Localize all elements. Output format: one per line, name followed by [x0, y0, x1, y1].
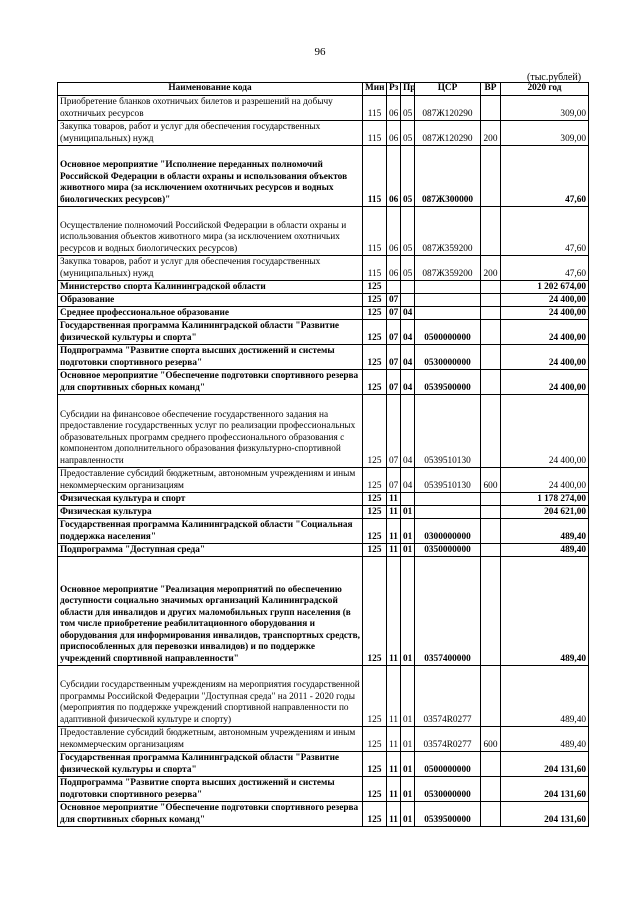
cell-pr: 01	[401, 777, 415, 802]
cell-name: Физическая культура и спорт	[58, 493, 363, 506]
cell-csr: 03574R0277	[415, 666, 481, 727]
cell-rz: 11	[387, 493, 401, 506]
cell-csr: 0530000000	[415, 777, 481, 802]
cell-vr	[481, 281, 501, 294]
table-body	[58, 96, 589, 827]
cell-amount: 24 400,00	[501, 345, 589, 370]
table-row	[58, 281, 589, 294]
cell-name: Государственная программа Калининградской области "Развитие физической культуры и спорта"	[58, 320, 363, 345]
header-min: Мин	[363, 83, 387, 96]
cell-name: Субсидии государственным учреждениям на мероприятия государственной программы Российской Федерации "Доступная среда" на 2011 - 2020 годы (мероприятия по поддержке учреждений спортивной направленности по адаптивной физической культуре и спорту)	[58, 666, 363, 727]
cell-name: Основное мероприятие "Исполнение переданных полномочий Российской Федерации в области охраны и использования объектов животного мира (за исключением охотничьих ресурсов и водных биологических ресурсов)"	[58, 146, 363, 207]
table-row	[58, 146, 589, 207]
cell-vr	[481, 370, 501, 395]
cell-min: 125	[363, 777, 387, 802]
cell-amount: 204 131,60	[501, 752, 589, 777]
cell-rz: 07	[387, 468, 401, 493]
cell-csr	[415, 281, 481, 294]
table-row	[58, 506, 589, 519]
cell-min: 125	[363, 320, 387, 345]
cell-rz: 11	[387, 752, 401, 777]
cell-rz: 11	[387, 519, 401, 544]
cell-vr	[481, 207, 501, 256]
cell-amount: 24 400,00	[501, 294, 589, 307]
units-label: (тыс.рублей)	[527, 72, 582, 83]
cell-pr: 01	[401, 727, 415, 752]
cell-name: Министерство спорта Калининградской области	[58, 281, 363, 294]
cell-csr: 0350000000	[415, 544, 481, 557]
cell-amount: 309,00	[501, 96, 589, 121]
cell-min: 125	[363, 727, 387, 752]
table-header-row	[58, 83, 589, 96]
cell-name: Субсидии на финансовое обеспечение государственного задания на предоставление государственных услуг по реализации профессиональных образовательных программ среднего профессионального образования с компонентом дополнительного образования физкультурно-спортивной направленности	[58, 395, 363, 468]
cell-min: 125	[363, 544, 387, 557]
cell-name: Основное мероприятие "Реализация мероприятий по обеспечению доступности социально значимых организаций Калининградской области для инвалидов и других маломобильных групп населения (в том числе приобретение реабилитационного оборудования и оборудования для информирования инвалидов, транспортных средств, приспособленных для перевозки инвалидов) и по поддержке учреждений спортивной направленности"	[58, 557, 363, 666]
cell-name: Подпрограмма "Развитие спорта высших достижений и системы подготовки спортивного резерва"	[58, 777, 363, 802]
cell-pr: 04	[401, 468, 415, 493]
table-row	[58, 345, 589, 370]
table-row	[58, 752, 589, 777]
cell-vr: 600	[481, 468, 501, 493]
cell-amount: 24 400,00	[501, 395, 589, 468]
cell-amount: 47,60	[501, 256, 589, 281]
cell-pr: 01	[401, 802, 415, 827]
cell-name: Среднее профессиональное образование	[58, 307, 363, 320]
cell-vr	[481, 506, 501, 519]
cell-amount: 1 202 674,00	[501, 281, 589, 294]
header-vr: ВР	[481, 83, 501, 96]
cell-csr: 0500000000	[415, 752, 481, 777]
cell-pr: 05	[401, 207, 415, 256]
cell-csr: 087Ж120290	[415, 96, 481, 121]
cell-rz: 11	[387, 666, 401, 727]
cell-name: Предоставление субсидий бюджетным, автономным учреждениям и иным некоммерческим организациям	[58, 468, 363, 493]
cell-rz: 11	[387, 777, 401, 802]
cell-name: Основное мероприятие "Обеспечение подготовки спортивного резерва для спортивных сборных команд"	[58, 370, 363, 395]
cell-csr	[415, 294, 481, 307]
cell-min: 125	[363, 294, 387, 307]
table-row	[58, 666, 589, 727]
cell-rz: 11	[387, 557, 401, 666]
cell-rz: 11	[387, 544, 401, 557]
cell-amount: 24 400,00	[501, 370, 589, 395]
cell-vr	[481, 307, 501, 320]
cell-min: 125	[363, 493, 387, 506]
cell-name: Осуществление полномочий Российской Федерации в области охраны и использования объектов животного мира (за исключением охотничьих ресурсов и водных биологических ресурсов)	[58, 207, 363, 256]
cell-vr	[481, 802, 501, 827]
cell-amount: 204 131,60	[501, 777, 589, 802]
cell-amount: 204 131,60	[501, 802, 589, 827]
cell-min: 125	[363, 557, 387, 666]
cell-name: Предоставление субсидий бюджетным, автономным учреждениям и иным некоммерческим организациям	[58, 727, 363, 752]
cell-min: 125	[363, 506, 387, 519]
cell-vr	[481, 146, 501, 207]
table-row	[58, 519, 589, 544]
cell-vr	[481, 666, 501, 727]
cell-min: 115	[363, 96, 387, 121]
cell-vr	[481, 345, 501, 370]
cell-rz: 06	[387, 146, 401, 207]
cell-vr: 200	[481, 121, 501, 146]
cell-csr: 087Ж300000	[415, 146, 481, 207]
cell-min: 115	[363, 121, 387, 146]
table-row	[58, 727, 589, 752]
cell-rz: 06	[387, 256, 401, 281]
cell-csr: 087Ж120290	[415, 121, 481, 146]
cell-rz: 07	[387, 345, 401, 370]
table-row	[58, 96, 589, 121]
table-row	[58, 777, 589, 802]
table-row	[58, 544, 589, 557]
cell-min: 125	[363, 307, 387, 320]
cell-min: 125	[363, 519, 387, 544]
table-row	[58, 557, 589, 666]
cell-vr	[481, 395, 501, 468]
cell-pr: 01	[401, 506, 415, 519]
table-row	[58, 802, 589, 827]
cell-amount: 489,40	[501, 519, 589, 544]
header-name: Наименование кода	[58, 83, 363, 96]
cell-min: 125	[363, 395, 387, 468]
cell-min: 125	[363, 468, 387, 493]
cell-vr: 200	[481, 256, 501, 281]
cell-csr: 0539500000	[415, 370, 481, 395]
cell-vr	[481, 544, 501, 557]
cell-pr: 05	[401, 121, 415, 146]
header-year: 2020 год	[501, 83, 589, 96]
cell-min: 125	[363, 345, 387, 370]
cell-name: Приобретение бланков охотничьих билетов и разрешений на добычу охотничьих ресурсов	[58, 96, 363, 121]
cell-amount: 489,40	[501, 727, 589, 752]
cell-pr: 05	[401, 146, 415, 207]
cell-csr: 0300000000	[415, 519, 481, 544]
header-rz: Рз	[387, 83, 401, 96]
cell-pr	[401, 281, 415, 294]
cell-min: 115	[363, 207, 387, 256]
cell-csr: 03574R0277	[415, 727, 481, 752]
cell-pr: 05	[401, 256, 415, 281]
header-csr: ЦСР	[415, 83, 481, 96]
cell-amount: 204 621,00	[501, 506, 589, 519]
cell-min: 125	[363, 281, 387, 294]
cell-vr	[481, 294, 501, 307]
cell-vr	[481, 557, 501, 666]
cell-amount: 1 178 274,00	[501, 493, 589, 506]
table-row	[58, 493, 589, 506]
cell-csr: 0530000000	[415, 345, 481, 370]
cell-name: Закупка товаров, работ и услуг для обеспечения государственных (муниципальных) нужд	[58, 256, 363, 281]
cell-pr: 01	[401, 666, 415, 727]
cell-amount: 24 400,00	[501, 320, 589, 345]
cell-pr	[401, 493, 415, 506]
cell-pr: 04	[401, 345, 415, 370]
cell-pr: 01	[401, 557, 415, 666]
cell-name: Государственная программа Калининградской области "Социальная поддержка населения"	[58, 519, 363, 544]
cell-min: 125	[363, 666, 387, 727]
cell-name: Подпрограмма "Доступная среда"	[58, 544, 363, 557]
cell-csr: 087Ж359200	[415, 207, 481, 256]
page-number: 96	[314, 46, 326, 58]
cell-rz: 07	[387, 320, 401, 345]
cell-csr: 0500000000	[415, 320, 481, 345]
cell-rz: 11	[387, 506, 401, 519]
cell-min: 125	[363, 752, 387, 777]
cell-amount: 309,00	[501, 121, 589, 146]
cell-csr	[415, 307, 481, 320]
cell-rz: 06	[387, 96, 401, 121]
cell-name: Основное мероприятие "Обеспечение подготовки спортивного резерва для спортивных сборных команд"	[58, 802, 363, 827]
cell-rz: 07	[387, 370, 401, 395]
cell-amount: 47,60	[501, 207, 589, 256]
table-row	[58, 395, 589, 468]
cell-name: Подпрограмма "Развитие спорта высших достижений и системы подготовки спортивного резерва"	[58, 345, 363, 370]
cell-min: 125	[363, 370, 387, 395]
cell-name: Закупка товаров, работ и услуг для обеспечения государственных (муниципальных) нужд	[58, 121, 363, 146]
cell-amount: 489,40	[501, 544, 589, 557]
cell-pr: 04	[401, 370, 415, 395]
cell-rz: 11	[387, 802, 401, 827]
table-row	[58, 207, 589, 256]
cell-vr	[481, 519, 501, 544]
cell-pr: 04	[401, 320, 415, 345]
cell-vr	[481, 320, 501, 345]
cell-min: 115	[363, 146, 387, 207]
table-row	[58, 307, 589, 320]
cell-pr	[401, 294, 415, 307]
header-pr: Пр	[401, 83, 415, 96]
cell-vr	[481, 752, 501, 777]
cell-csr: 0539510130	[415, 395, 481, 468]
cell-amount: 24 400,00	[501, 307, 589, 320]
table-row	[58, 121, 589, 146]
cell-pr: 01	[401, 519, 415, 544]
table-row	[58, 370, 589, 395]
cell-pr: 05	[401, 96, 415, 121]
cell-name: Государственная программа Калининградской области "Развитие физической культуры и спорта"	[58, 752, 363, 777]
cell-name: Физическая культура	[58, 506, 363, 519]
cell-vr	[481, 777, 501, 802]
cell-min: 115	[363, 256, 387, 281]
cell-vr	[481, 493, 501, 506]
cell-csr	[415, 493, 481, 506]
cell-amount: 47,60	[501, 146, 589, 207]
cell-pr: 01	[401, 544, 415, 557]
cell-vr	[481, 96, 501, 121]
cell-pr: 04	[401, 395, 415, 468]
cell-csr: 087Ж359200	[415, 256, 481, 281]
cell-csr: 0539500000	[415, 802, 481, 827]
cell-rz: 06	[387, 121, 401, 146]
budget-table	[57, 82, 589, 827]
table-row	[58, 468, 589, 493]
cell-vr: 600	[481, 727, 501, 752]
cell-rz: 07	[387, 294, 401, 307]
cell-csr	[415, 506, 481, 519]
cell-pr: 04	[401, 307, 415, 320]
cell-rz: 07	[387, 395, 401, 468]
table-row	[58, 256, 589, 281]
cell-rz: 11	[387, 727, 401, 752]
cell-min: 125	[363, 802, 387, 827]
cell-name: Образование	[58, 294, 363, 307]
cell-rz: 06	[387, 207, 401, 256]
cell-rz: 07	[387, 307, 401, 320]
cell-csr: 0539510130	[415, 468, 481, 493]
cell-amount: 489,40	[501, 557, 589, 666]
table-row	[58, 294, 589, 307]
cell-amount: 489,40	[501, 666, 589, 727]
table-row	[58, 320, 589, 345]
cell-pr: 01	[401, 752, 415, 777]
cell-csr: 0357400000	[415, 557, 481, 666]
cell-rz	[387, 281, 401, 294]
cell-amount: 24 400,00	[501, 468, 589, 493]
